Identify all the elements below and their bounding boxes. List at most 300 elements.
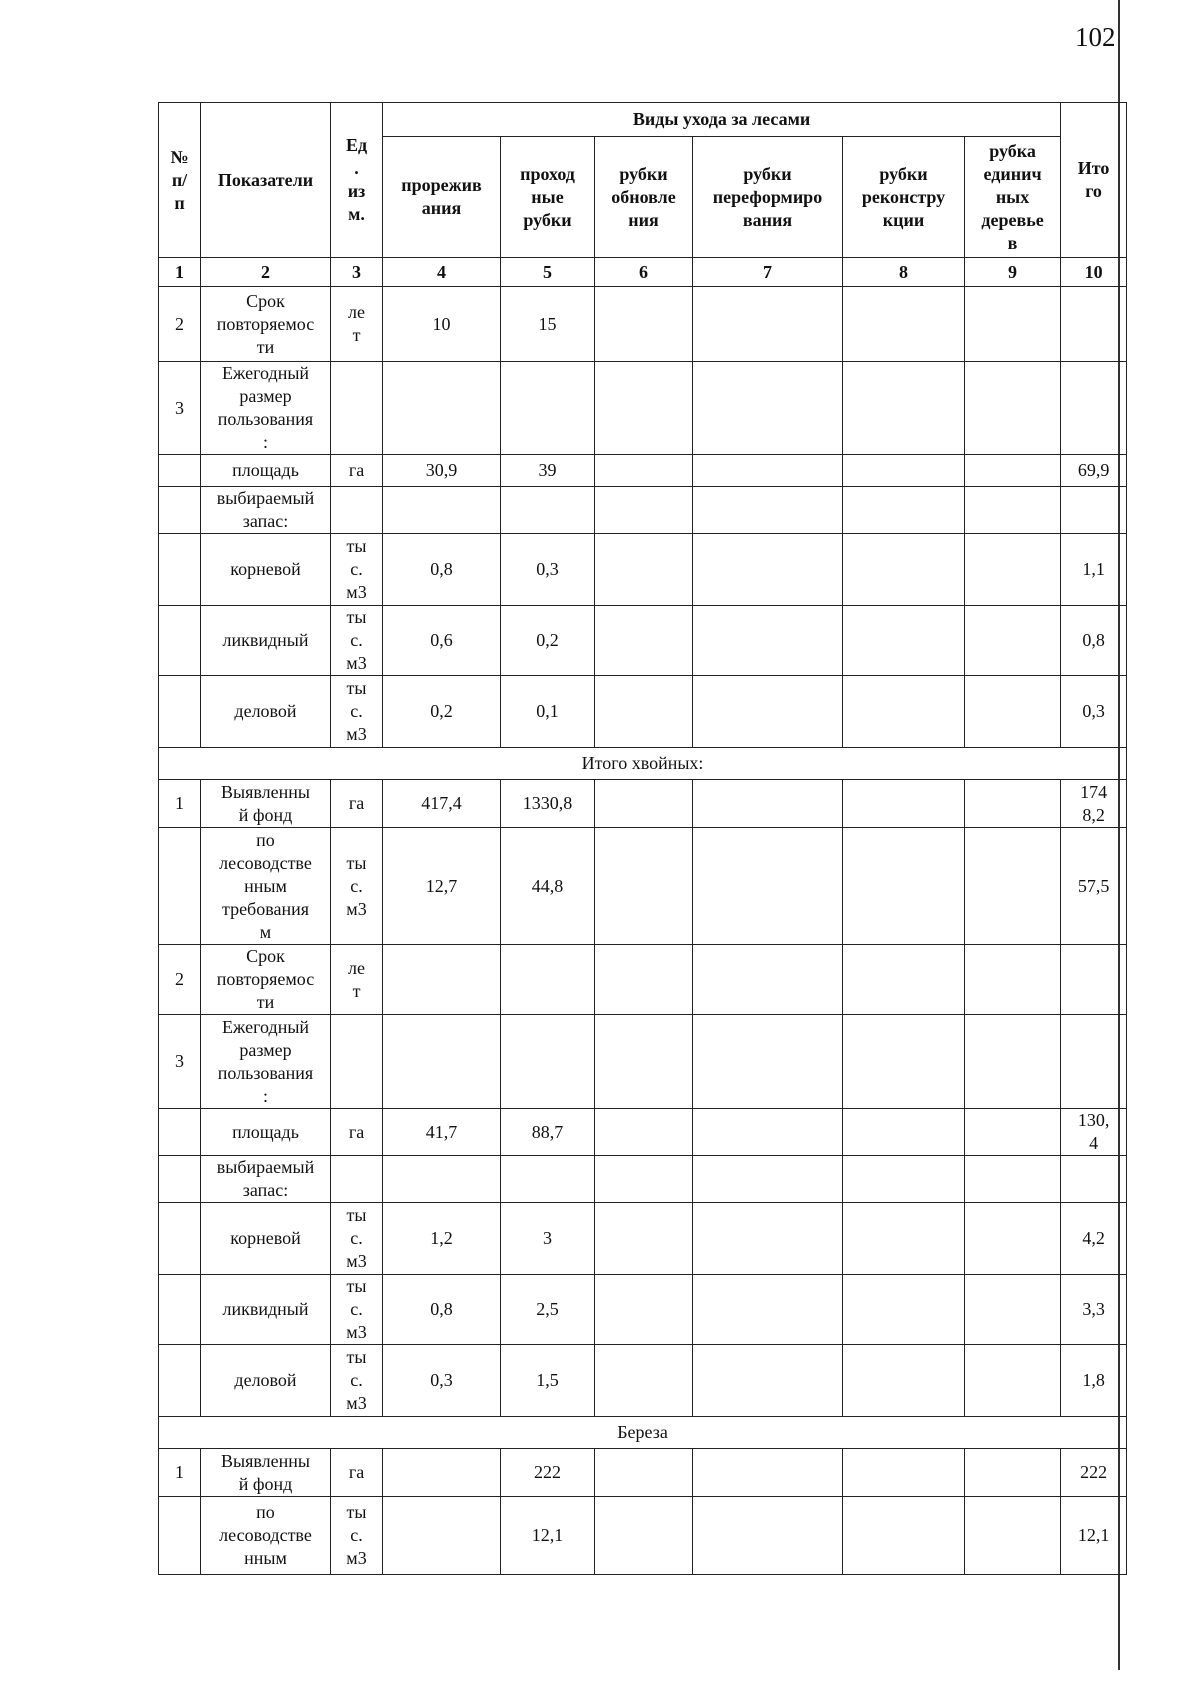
row-indicator xyxy=(201,1497,331,1575)
value-cell xyxy=(965,780,1061,828)
value-cell xyxy=(965,487,1061,534)
value-cell xyxy=(843,455,965,487)
value-cell xyxy=(693,945,843,1015)
text-line: ные xyxy=(531,186,564,207)
text-line: го xyxy=(1085,181,1102,201)
row-indicator xyxy=(201,1345,331,1417)
text-line: га xyxy=(348,793,365,813)
value-cell: 222 xyxy=(501,1449,595,1497)
row-unit xyxy=(331,455,383,487)
row-number xyxy=(159,1345,201,1417)
text-line: № xyxy=(170,146,189,167)
text-line: Ито xyxy=(1077,158,1110,178)
text-line: нным xyxy=(244,1548,287,1568)
value-cell xyxy=(843,1345,965,1417)
text-line: корневой xyxy=(230,1228,301,1248)
row-unit xyxy=(331,1015,383,1109)
row-number xyxy=(159,1275,201,1345)
row-unit xyxy=(331,534,383,606)
value-cell xyxy=(843,780,965,828)
text-line: по xyxy=(256,1502,275,1522)
text-line: ты xyxy=(346,678,367,698)
value-cell xyxy=(595,487,693,534)
text-line: с. xyxy=(350,1525,363,1545)
value-cell: 0,1 xyxy=(501,676,595,748)
value-cell xyxy=(501,1156,595,1203)
section-title: Береза xyxy=(159,1417,1127,1449)
row-indicator xyxy=(201,828,331,945)
text-line: запас: xyxy=(242,1180,289,1200)
row-unit xyxy=(331,828,383,945)
header-care-type xyxy=(501,137,595,258)
row-indicator xyxy=(201,455,331,487)
header-unit xyxy=(331,103,383,258)
text-line: рубки xyxy=(879,163,928,184)
table-row xyxy=(159,780,1127,828)
text-line: переформиро xyxy=(712,186,823,207)
value-cell: 15 xyxy=(501,287,595,362)
value-cell xyxy=(843,487,965,534)
table-row xyxy=(159,487,1127,534)
text-line: га xyxy=(348,1121,365,1142)
text-line: вания xyxy=(742,209,793,230)
text-line: с. xyxy=(350,559,363,579)
row-unit xyxy=(331,362,383,455)
row-indicator xyxy=(201,1015,331,1109)
value-cell xyxy=(501,487,595,534)
value-cell xyxy=(595,1015,693,1109)
row-number: 3 xyxy=(159,362,201,455)
text-line: рубки xyxy=(619,163,668,184)
text-line: п xyxy=(174,192,185,213)
row-unit xyxy=(331,1449,383,1497)
row-unit xyxy=(331,487,383,534)
value-cell xyxy=(693,606,843,676)
total-cell: 1,1 xyxy=(1061,534,1127,606)
table-row xyxy=(159,534,1127,606)
text-line: повторяемос xyxy=(216,969,315,989)
text-line: площадь xyxy=(232,1121,299,1142)
value-cell xyxy=(693,1449,843,1497)
row-indicator xyxy=(201,780,331,828)
value-cell xyxy=(965,455,1061,487)
value-cell: 0,8 xyxy=(383,1275,501,1345)
text-line: выбираемый xyxy=(216,1157,315,1177)
text-line: м3 xyxy=(346,898,367,919)
table-row xyxy=(159,1109,1127,1156)
text-line: ты xyxy=(346,1276,367,1296)
text-line: 4 xyxy=(1089,1133,1099,1153)
text-line: м3 xyxy=(346,1548,367,1568)
value-cell xyxy=(501,1015,595,1109)
value-cell xyxy=(843,1156,965,1203)
table-row xyxy=(159,287,1127,362)
text-line: проход xyxy=(520,163,575,184)
text-line: ты xyxy=(346,536,367,556)
value-cell: 417,4 xyxy=(383,780,501,828)
total-cell: 4,2 xyxy=(1061,1203,1127,1275)
text-line: лесоводстве xyxy=(219,1525,312,1545)
section-row xyxy=(159,1417,1127,1449)
value-cell xyxy=(965,945,1061,1015)
row-number: 2 xyxy=(159,287,201,362)
header-total xyxy=(1061,103,1127,258)
row-indicator xyxy=(201,287,331,362)
header-care-type xyxy=(843,137,965,258)
text-line: : xyxy=(262,1085,268,1106)
text-line: м. xyxy=(348,204,365,224)
text-line: запас: xyxy=(242,511,289,531)
column-index: 1 xyxy=(159,258,201,287)
row-indicator xyxy=(201,1156,331,1203)
total-cell: 69,9 xyxy=(1061,455,1127,487)
value-cell xyxy=(693,1345,843,1417)
value-cell xyxy=(843,945,965,1015)
value-cell xyxy=(383,1156,501,1203)
text-line: рубки xyxy=(743,163,792,184)
text-line: по xyxy=(256,829,275,850)
text-line: 174 xyxy=(1080,781,1108,802)
value-cell xyxy=(965,287,1061,362)
value-cell xyxy=(383,1015,501,1109)
text-line: ания xyxy=(421,198,462,218)
text-line: пользования xyxy=(217,1062,314,1083)
section-title: Итого хвойных: xyxy=(159,748,1127,780)
total-cell xyxy=(1061,1156,1127,1203)
table-row xyxy=(159,1156,1127,1203)
text-line: с. xyxy=(350,1299,363,1319)
column-index: 7 xyxy=(693,258,843,287)
column-index: 4 xyxy=(383,258,501,287)
row-number xyxy=(159,487,201,534)
row-unit xyxy=(331,1497,383,1575)
text-line: т xyxy=(352,980,361,1001)
column-index: 3 xyxy=(331,258,383,287)
page-number: 102 xyxy=(1075,22,1116,52)
value-cell xyxy=(595,287,693,362)
value-cell xyxy=(501,362,595,455)
text-line: деревье xyxy=(981,209,1044,230)
value-cell xyxy=(595,1275,693,1345)
total-cell: 1,8 xyxy=(1061,1345,1127,1417)
header-care-type xyxy=(383,137,501,258)
text-line: с. xyxy=(350,1370,363,1390)
text-line: ты xyxy=(346,852,367,873)
text-line: Срок xyxy=(246,946,285,966)
total-cell: 222 xyxy=(1061,1449,1127,1497)
text-line: размер xyxy=(239,386,292,406)
value-cell: 2,5 xyxy=(501,1275,595,1345)
row-number xyxy=(159,606,201,676)
total-cell xyxy=(1061,362,1127,455)
total-cell xyxy=(1061,487,1127,534)
total-cell xyxy=(1061,1109,1127,1156)
table-row xyxy=(159,828,1127,945)
text-line: ных xyxy=(995,186,1030,207)
row-number: 1 xyxy=(159,1449,201,1497)
total-cell xyxy=(1061,1015,1127,1109)
text-line: Срок xyxy=(246,290,285,311)
text-line: т xyxy=(352,325,361,345)
value-cell xyxy=(693,780,843,828)
text-line: повторяемос xyxy=(216,313,315,334)
row-unit xyxy=(331,676,383,748)
text-line: га xyxy=(348,460,365,480)
value-cell: 1330,8 xyxy=(501,780,595,828)
text-line: обновле xyxy=(611,186,676,207)
text-line: : xyxy=(262,432,268,452)
value-cell xyxy=(843,606,965,676)
header-care-type xyxy=(693,137,843,258)
text-line: м3 xyxy=(346,1393,367,1413)
value-cell xyxy=(595,945,693,1015)
table-row xyxy=(159,1203,1127,1275)
value-cell xyxy=(965,1015,1061,1109)
value-cell: 41,7 xyxy=(383,1109,501,1156)
text-line: м3 xyxy=(346,582,367,602)
value-cell xyxy=(595,1345,693,1417)
total-cell: 3,3 xyxy=(1061,1275,1127,1345)
value-cell xyxy=(693,1156,843,1203)
row-number xyxy=(159,828,201,945)
value-cell xyxy=(843,1449,965,1497)
value-cell xyxy=(693,676,843,748)
table-header xyxy=(159,103,1127,287)
text-line: корневой xyxy=(230,559,301,579)
row-number xyxy=(159,1497,201,1575)
text-line: м3 xyxy=(346,724,367,744)
column-index: 9 xyxy=(965,258,1061,287)
value-cell xyxy=(595,1497,693,1575)
header-group-title: Виды ухода за лесами xyxy=(383,103,1061,137)
value-cell xyxy=(965,1345,1061,1417)
value-cell xyxy=(693,534,843,606)
text-line: ликвидный xyxy=(222,1299,309,1319)
text-line: й фонд xyxy=(238,804,293,825)
value-cell xyxy=(965,534,1061,606)
total-cell: 0,8 xyxy=(1061,606,1127,676)
value-cell xyxy=(595,1156,693,1203)
header-num xyxy=(159,103,201,258)
header-care-type xyxy=(965,137,1061,258)
column-index: 6 xyxy=(595,258,693,287)
header-indicator: Показатели xyxy=(201,103,331,258)
value-cell xyxy=(965,1203,1061,1275)
value-cell: 30,9 xyxy=(383,455,501,487)
row-indicator xyxy=(201,1275,331,1345)
text-line: лесоводстве xyxy=(219,852,312,873)
value-cell xyxy=(595,362,693,455)
value-cell xyxy=(595,1449,693,1497)
text-line: Ед xyxy=(345,135,368,155)
value-cell xyxy=(843,676,965,748)
text-line: прорежив xyxy=(401,175,482,195)
value-cell xyxy=(693,1109,843,1156)
value-cell: 0,8 xyxy=(383,534,501,606)
text-line: ты xyxy=(346,1502,367,1522)
text-line: Выявленны xyxy=(221,1450,310,1471)
text-line: с. xyxy=(350,1228,363,1248)
header-care-type xyxy=(595,137,693,258)
text-line: м3 xyxy=(346,1322,367,1342)
text-line: рубка xyxy=(989,140,1036,161)
table-row xyxy=(159,1275,1127,1345)
text-line: ти xyxy=(256,336,275,357)
text-line: Выявленны xyxy=(221,781,310,802)
row-number xyxy=(159,1156,201,1203)
text-line: с. xyxy=(350,701,363,721)
value-cell: 1,2 xyxy=(383,1203,501,1275)
row-unit xyxy=(331,287,383,362)
value-cell xyxy=(383,362,501,455)
row-indicator xyxy=(201,676,331,748)
text-line: ты xyxy=(346,1347,367,1367)
table-row xyxy=(159,455,1127,487)
text-line: м xyxy=(259,921,272,942)
value-cell xyxy=(595,1203,693,1275)
row-unit xyxy=(331,1109,383,1156)
table-body xyxy=(159,287,1127,1575)
value-cell: 12,1 xyxy=(501,1497,595,1575)
value-cell xyxy=(595,780,693,828)
text-line: ния xyxy=(628,209,659,230)
row-number xyxy=(159,1203,201,1275)
value-cell xyxy=(383,945,501,1015)
value-cell xyxy=(843,1109,965,1156)
value-cell xyxy=(693,455,843,487)
text-line: с. xyxy=(350,630,363,650)
value-cell xyxy=(843,287,965,362)
row-indicator xyxy=(201,606,331,676)
text-line: требования xyxy=(221,898,310,919)
text-line: размер xyxy=(239,1039,292,1060)
text-line: нным xyxy=(244,875,287,896)
text-line: деловой xyxy=(234,1370,297,1390)
row-unit xyxy=(331,606,383,676)
row-number xyxy=(159,455,201,487)
text-line: м3 xyxy=(346,1251,367,1271)
value-cell: 0,2 xyxy=(383,676,501,748)
text-line: ты xyxy=(346,1205,367,1225)
text-line: п/ xyxy=(171,169,188,190)
value-cell: 3 xyxy=(501,1203,595,1275)
forest-care-table xyxy=(158,102,1127,1575)
row-indicator xyxy=(201,1449,331,1497)
text-line: в xyxy=(1007,232,1018,253)
row-indicator xyxy=(201,487,331,534)
value-cell xyxy=(693,487,843,534)
row-number xyxy=(159,1109,201,1156)
table-row xyxy=(159,1497,1127,1575)
value-cell xyxy=(965,1109,1061,1156)
column-index: 5 xyxy=(501,258,595,287)
column-index: 10 xyxy=(1061,258,1127,287)
value-cell: 88,7 xyxy=(501,1109,595,1156)
column-index: 2 xyxy=(201,258,331,287)
value-cell xyxy=(383,1449,501,1497)
value-cell xyxy=(595,606,693,676)
text-line: Ежегодный xyxy=(221,363,310,383)
value-cell xyxy=(843,1015,965,1109)
value-cell xyxy=(965,1275,1061,1345)
value-cell xyxy=(965,676,1061,748)
value-cell xyxy=(595,828,693,945)
text-line: м3 xyxy=(346,653,367,673)
row-number: 1 xyxy=(159,780,201,828)
text-line: га xyxy=(348,1462,365,1482)
value-cell xyxy=(693,287,843,362)
value-cell: 44,8 xyxy=(501,828,595,945)
row-indicator xyxy=(201,1203,331,1275)
value-cell: 0,6 xyxy=(383,606,501,676)
row-number: 2 xyxy=(159,945,201,1015)
total-cell xyxy=(1061,945,1127,1015)
text-line: й фонд xyxy=(238,1473,293,1494)
text-line: 130, xyxy=(1077,1110,1110,1130)
value-cell xyxy=(693,362,843,455)
text-line: выбираемый xyxy=(216,488,315,508)
column-index: 8 xyxy=(843,258,965,287)
text-line: ле xyxy=(348,957,365,978)
row-unit xyxy=(331,1275,383,1345)
row-number xyxy=(159,534,201,606)
text-line: ле xyxy=(348,302,365,322)
row-unit xyxy=(331,945,383,1015)
value-cell: 0,3 xyxy=(501,534,595,606)
value-cell: 39 xyxy=(501,455,595,487)
value-cell xyxy=(843,362,965,455)
text-line: единич xyxy=(983,163,1042,184)
value-cell xyxy=(965,1449,1061,1497)
table-row xyxy=(159,676,1127,748)
value-cell xyxy=(965,828,1061,945)
value-cell: 12,7 xyxy=(383,828,501,945)
row-unit xyxy=(331,1203,383,1275)
text-line: . xyxy=(354,158,359,178)
row-unit xyxy=(331,1345,383,1417)
value-cell: 1,5 xyxy=(501,1345,595,1417)
section-row xyxy=(159,748,1127,780)
text-line: ликвидный xyxy=(222,630,309,650)
text-line: реконстру xyxy=(861,186,946,207)
text-line: ты xyxy=(346,607,367,627)
table-row xyxy=(159,1449,1127,1497)
value-cell xyxy=(595,455,693,487)
value-cell xyxy=(693,828,843,945)
text-line: рубки xyxy=(523,209,572,230)
value-cell xyxy=(383,487,501,534)
total-cell xyxy=(1061,287,1127,362)
table-row xyxy=(159,606,1127,676)
row-indicator xyxy=(201,1109,331,1156)
total-cell: 57,5 xyxy=(1061,828,1127,945)
text-line: площадь xyxy=(232,460,299,480)
text-line: из xyxy=(347,181,366,201)
text-line: деловой xyxy=(234,701,297,721)
value-cell: 0,2 xyxy=(501,606,595,676)
value-cell xyxy=(965,606,1061,676)
value-cell xyxy=(501,945,595,1015)
value-cell xyxy=(843,1203,965,1275)
text-line: кции xyxy=(882,209,925,230)
row-number xyxy=(159,676,201,748)
value-cell xyxy=(843,1497,965,1575)
table-row xyxy=(159,1015,1127,1109)
header-index-row xyxy=(159,258,1127,287)
value-cell xyxy=(843,534,965,606)
table-row xyxy=(159,945,1127,1015)
text-line: ти xyxy=(256,992,275,1012)
